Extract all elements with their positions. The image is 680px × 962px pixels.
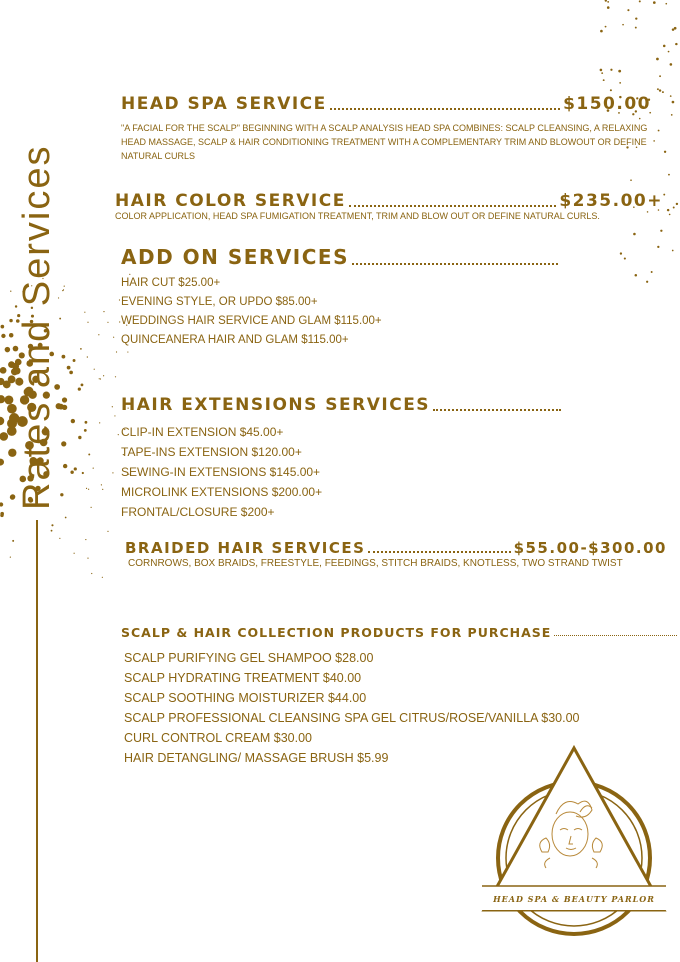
list-item: FRONTAL/CLOSURE $200+ [121, 505, 275, 519]
add-on-title: ADD ON SERVICES [121, 245, 349, 269]
leader-dots [433, 409, 561, 411]
head-spa-price: $150.00 [563, 94, 651, 114]
braided-heading [125, 539, 667, 557]
leader-dots [352, 263, 558, 265]
products-title: SCALP & HAIR COLLECTION PRODUCTS FOR PURCHASE [121, 625, 552, 640]
brand-logo [476, 744, 672, 940]
products-heading [121, 625, 680, 640]
list-item: SCALP SOOTHING MOISTURIZER $44.00 [124, 691, 367, 705]
leader-dots [554, 635, 677, 636]
leader-dots [330, 108, 560, 110]
hair-color-price: $235.00+ [559, 191, 663, 211]
list-item: SCALP PROFESSIONAL CLEANSING SPA GEL CITRUS/ROSE/VANILLA $30.00 [124, 711, 580, 725]
list-item: CURL CONTROL CREAM $30.00 [124, 731, 313, 745]
list-item: EVENING STYLE, OR UPDO $85.00+ [121, 296, 318, 308]
braided-title: BRAIDED HAIR SERVICES [125, 539, 366, 557]
head-spa-title: HEAD SPA SERVICE [121, 94, 327, 114]
list-item: HAIR CUT $25.00+ [121, 277, 221, 289]
braided-price: $55.00-$300.00 [513, 539, 667, 557]
list-item: QUINCEANERA HAIR AND GLAM $115.00+ [121, 334, 349, 346]
hair-color-description: COLOR APPLICATION, HEAD SPA FUMIGATION TREATMENT, TRIM AND BLOW OUT OR DEFINE NATURAL CURLS. [115, 211, 600, 221]
list-item: HAIR DETANGLING/ MASSAGE BRUSH $5.99 [124, 751, 389, 765]
leader-dots [368, 551, 510, 553]
list-item: MICROLINK EXTENSIONS $200.00+ [121, 485, 323, 499]
list-item: CLIP-IN EXTENSION $45.00+ [121, 425, 284, 439]
list-item: SCALP HYDRATING TREATMENT $40.00 [124, 671, 362, 685]
list-item: WEDDINGS HAIR SERVICE AND GLAM $115.00+ [121, 315, 382, 327]
hair-color-title: HAIR COLOR SERVICE [115, 191, 346, 211]
add-on-list [121, 274, 382, 350]
braided-description: CORNROWS, BOX BRAIDS, FREESTYLE, FEEDINGS, STITCH BRAIDS, KNOTLESS, TWO STRAND TWIST [128, 558, 623, 569]
leader-dots [349, 205, 556, 207]
logo-text: HEAD SPA & BEAUTY PARLOR [493, 894, 655, 904]
extensions-title: HAIR EXTENSIONS SERVICES [121, 395, 431, 415]
head-spa-description: "A FACIAL FOR THE SCALP" BEGINNING WITH A SCALP ANALYSIS HEAD SPA COMBINES: SCALP CLEANSING, A RELAXING HEAD MASSAGE, SCALP & HAIR CONDITIONING TREATMENT WITH A COMPLEMENTARY TRIM AND BLOWOUT OR DEFINE NATURAL CURLS [121, 123, 648, 161]
list-item: SEWING-IN EXTENSIONS $145.00+ [121, 465, 321, 479]
add-on-heading [121, 245, 561, 269]
hair-color-heading [115, 191, 663, 211]
extensions-heading [121, 395, 564, 415]
side-divider-line [36, 520, 38, 962]
head-spa-heading [121, 94, 651, 114]
side-title: Rates and Services [16, 144, 58, 510]
list-item: SCALP PURIFYING GEL SHAMPOO $28.00 [124, 651, 374, 665]
extensions-list [121, 422, 322, 522]
list-item: TAPE-INS EXTENSION $120.00+ [121, 445, 302, 459]
